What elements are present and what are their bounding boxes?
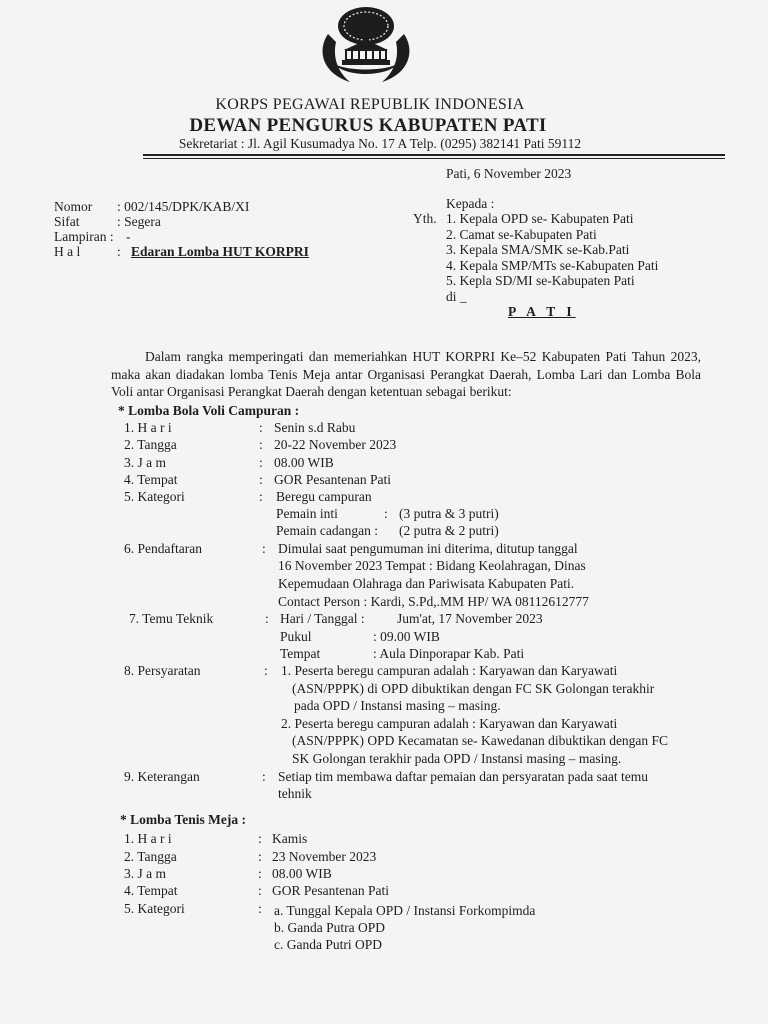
voli-daftar-line: 16 November 2023 Tempat : Bidang Keolahragan, Dinas (278, 558, 586, 573)
voli-daftar-label: 6. Pendaftaran (124, 541, 202, 556)
tenis-jam-value: 08.00 WIB (272, 866, 332, 881)
yth-label: Yth. (413, 211, 437, 226)
voli-tanggal-value: 20-22 November 2023 (274, 437, 397, 452)
recipient-place: P A T I (508, 304, 576, 319)
tenis-tanggal-label: 2. Tangga (124, 849, 177, 864)
voli-syarat-line: SK Golongan terakhir pada OPD / Instansi masing – masing. (292, 751, 622, 766)
lampiran-value: - (126, 229, 131, 244)
voli-tanggal-label: 2. Tangga (124, 437, 177, 452)
voli-temu-pukul-label: Pukul (280, 629, 312, 644)
colon: : (259, 420, 263, 435)
letterhead-org-name: KORPS PEGAWAI REPUBLIK INDONESIA (215, 96, 525, 113)
voli-jam-value: 08.00 WIB (274, 455, 334, 470)
tenis-kategori-line: a. Tunggal Kepala OPD / Instansi Forkompimda (274, 903, 536, 918)
letterhead-rule-thick (143, 154, 725, 156)
hal-value: Edaran Lomba HUT KORPRI (131, 244, 309, 259)
intro-paragraph: Dalam rangka memperingati dan memeriahkan HUT KORPRI Ke–52 Kabupaten Pati Tahun 2023, maka akan diadakan lomba Tenis Meja antar Organisasi Perangkat Daerah, Lomba Lari dan Lomba Bola Voli antar Organisasi Perangkat Daerah dengan ketentuan sebagai berikut: (111, 349, 701, 399)
voli-syarat-label: 8. Persyaratan (124, 663, 201, 678)
hal-colon: : (117, 244, 121, 259)
colon: : (258, 831, 262, 846)
voli-inti-value: (3 putra & 3 putri) (399, 506, 499, 521)
voli-daftar-line: Dimulai saat pengumuman ini diterima, ditutup tanggal (278, 541, 578, 556)
hal-label: H a l (54, 244, 81, 259)
voli-cadangan-value: (2 putra & 2 putri) (399, 523, 499, 538)
voli-hari-value: Senin s.d Rabu (274, 420, 356, 435)
voli-temu-label: 7. Temu Teknik (129, 611, 214, 626)
voli-temu-hari-value: Jum'at, 17 November 2023 (397, 611, 543, 626)
voli-syarat-line: 1. Peserta beregu campuran adalah : Karyawan dan Karyawati (281, 663, 618, 678)
recipient-item: 1. Kepala OPD se- Kabupaten Pati (446, 211, 634, 226)
tenis-kategori-line: b. Ganda Putra OPD (274, 920, 385, 935)
letterhead-rule-thin (143, 158, 725, 159)
colon: : (259, 437, 263, 452)
voli-kategori-label: 5. Kategori (124, 489, 185, 504)
colon: : (264, 663, 268, 678)
nomor-value: : 002/145/DPK/KAB/XI (117, 199, 250, 214)
voli-syarat-line: pada OPD / Instansi masing – masing. (294, 698, 501, 713)
voli-kategori-value: Beregu campuran (276, 489, 372, 504)
korpri-emblem-logo (310, 4, 422, 86)
nomor-label: Nomor (54, 199, 93, 214)
recipient-item: 2. Camat se-Kabupaten Pati (446, 227, 597, 242)
recipient-item: 4. Kepala SMP/MTs se-Kabupaten Pati (446, 258, 659, 273)
recipient-item: 5. Kepla SD/MI se-Kabupaten Pati (446, 273, 635, 288)
voli-syarat-line: (ASN/PPPK) di OPD dibuktikan dengan FC SK Golongan terakhir (292, 681, 655, 696)
sifat-label: Sifat (54, 214, 80, 229)
colon: : (262, 769, 266, 784)
voli-jam-label: 3. J a m (124, 455, 166, 470)
colon: : (259, 455, 263, 470)
voli-tempat-value: GOR Pesantenan Pati (274, 472, 391, 487)
voli-daftar-line: Contact Person : Kardi, S.Pd,.MM HP/ WA 08112612777 (278, 594, 589, 609)
colon: : (258, 849, 262, 864)
recipient-item: 3. Kepala SMA/SMK se-Kab.Pati (446, 242, 630, 257)
colon: : (259, 472, 263, 487)
tenis-kategori-label: 5. Kategori (124, 901, 185, 916)
voli-ket-label: 9. Keterangan (124, 769, 200, 784)
colon: : (384, 506, 388, 521)
colon: : (258, 866, 262, 881)
lampiran-label: Lampiran : (54, 229, 114, 244)
tenis-tanggal-value: 23 November 2023 (272, 849, 377, 864)
sifat-value: : Segera (117, 214, 161, 229)
tenis-heading: * Lomba Tenis Meja : (120, 812, 247, 827)
colon: : (258, 883, 262, 898)
voli-syarat-line: (ASN/PPPK) OPD Kecamatan se- Kawedanan dibuktikan dengan FC (292, 733, 669, 748)
voli-hari-label: 1. H a r i (124, 420, 172, 435)
letter-date: Pati, 6 November 2023 (446, 166, 572, 181)
letterhead-address: Sekretariat : Jl. Agil Kusumadya No. 17 A Telp. (0295) 382141 Pati 59112 (178, 136, 582, 151)
voli-tempat-label: 4. Tempat (124, 472, 178, 487)
voli-daftar-line: Kepemudaan Olahraga dan Pariwisata Kabupaten Pati. (278, 576, 575, 591)
voli-inti-label: Pemain inti (276, 506, 338, 521)
voli-ket-line: tehnik (278, 786, 312, 801)
colon: : (262, 541, 266, 556)
tenis-hari-label: 1. H a r i (124, 831, 172, 846)
colon: : (258, 901, 262, 916)
tenis-hari-value: Kamis (272, 831, 308, 846)
voli-temu-hari-label: Hari / Tanggal : (280, 611, 365, 626)
voli-heading: * Lomba Bola Voli Campuran : (118, 403, 300, 418)
voli-ket-line: Setiap tim membawa daftar pemaian dan persyaratan pada saat temu (278, 769, 648, 784)
tenis-kategori-line: c. Ganda Putri OPD (274, 937, 382, 952)
voli-temu-pukul-value: : 09.00 WIB (373, 629, 440, 644)
voli-syarat-line: 2. Peserta beregu campuran adalah : Karyawan dan Karyawati (281, 716, 618, 731)
kepada-label: Kepada : (446, 196, 495, 211)
voli-cadangan-label: Pemain cadangan : (276, 523, 378, 538)
tenis-jam-label: 3. J a m (124, 866, 166, 881)
recipient-di: di _ (446, 289, 467, 304)
colon: : (265, 611, 269, 626)
voli-temu-tempat-label: Tempat (280, 646, 321, 661)
tenis-tempat-label: 4. Tempat (124, 883, 178, 898)
letterhead-board-name: DEWAN PENGURUS KABUPATEN PATI (189, 115, 547, 136)
colon: : (259, 489, 263, 504)
voli-temu-tempat-value: : Aula Dinporapar Kab. Pati (373, 646, 525, 661)
tenis-tempat-value: GOR Pesantenan Pati (272, 883, 389, 898)
